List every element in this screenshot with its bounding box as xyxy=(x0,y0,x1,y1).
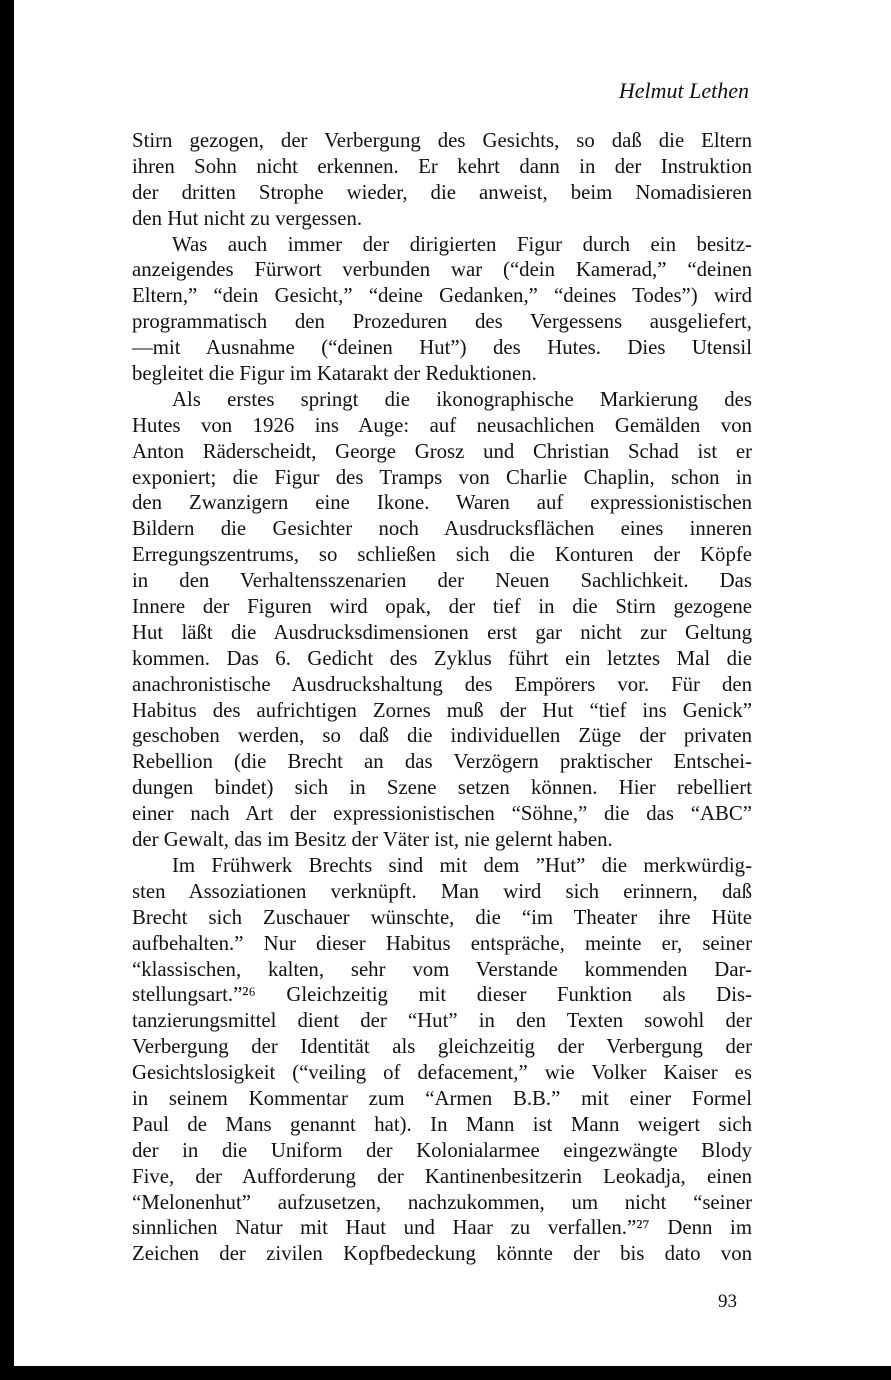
text-line: Gesichtslosigkeit (“veiling of defacement,” wie Volker Kaiser es xyxy=(132,1061,752,1085)
text-line: Was auch immer der dirigierten Figur durch ein besitz- xyxy=(172,232,752,256)
text-line: anachronistische Ausdruckshaltung des Empörers vor. Für den xyxy=(132,672,752,696)
text-line: Als erstes springt die ikonographische Markierung des xyxy=(172,387,752,411)
text-line: Anton Räderscheidt, George Grosz und Christian Schad ist er xyxy=(132,439,752,463)
text-line: exponiert; die Figur des Tramps von Charlie Chaplin, schon in xyxy=(132,465,752,489)
text-line: sinnlichen Natur mit Haut und Haar zu verfallen.”²⁷ Denn im xyxy=(132,1216,752,1240)
text-line: dungen bindet) sich in Szene setzen können. Hier rebelliert xyxy=(132,776,752,800)
text-line: Five, der Aufforderung der Kantinenbesitzerin Leokadja, einen xyxy=(132,1164,752,1188)
text-line: Hut läßt die Ausdrucksdimensionen erst gar nicht zur Geltung xyxy=(132,620,752,644)
text-line: kommen. Das 6. Gedicht des Zyklus führt ein letztes Mal die xyxy=(132,646,752,670)
text-line: Stirn gezogen, der Verbergung des Gesichts, so daß die Eltern xyxy=(132,129,752,152)
running-head: Helmut Lethen xyxy=(618,78,749,103)
text-line: anzeigendes Fürwort verbunden war (“dein Kamerad,” “deinen xyxy=(132,258,752,282)
text-line: den Zwanzigern eine Ikone. Waren auf expressionistischen xyxy=(132,491,752,515)
text-line: “Melonenhut” aufzusetzen, nachzukommen, um nicht “seiner xyxy=(132,1190,752,1214)
text-line: stellungsart.”²⁶ Gleichzeitig mit dieser Funktion als Dis- xyxy=(132,983,752,1007)
text-line: der in die Uniform der Kolonialarmee eingezwängte Blody xyxy=(132,1138,752,1162)
text-line: programmatisch den Prozeduren des Vergessens ausgeliefert, xyxy=(132,310,752,334)
text-line: begleitet die Figur im Katarakt der Reduktionen. xyxy=(132,362,537,386)
text-line: Innere der Figuren wird opak, der tief in die Stirn gezogene xyxy=(132,595,752,619)
text-line: Zeichen der zivilen Kopfbedeckung könnte der bis dato von xyxy=(132,1242,752,1266)
scan-edge-bottom xyxy=(0,1366,891,1380)
text-line: Bildern die Gesichter noch Ausdrucksflächen eines inneren xyxy=(132,517,752,541)
text-line: Paul de Mans genannt hat). In Mann ist Mann weigert sich xyxy=(132,1112,752,1136)
page-number: 93 xyxy=(718,1291,737,1312)
text-line: der Gewalt, das im Besitz der Väter ist, nie gelernt haben. xyxy=(132,828,613,852)
scan-edge-left xyxy=(0,0,14,1380)
text-line: Habitus des aufrichtigen Zornes muß der Hut “tief ins Genick” xyxy=(132,698,752,722)
text-line: Im Frühwerk Brechts sind mit dem ”Hut” die merkwürdig- xyxy=(172,853,752,877)
text-line: Verbergung der Identität als gleichzeitig der Verbergung der xyxy=(132,1035,752,1059)
text-line: geschoben werden, so daß die individuellen Züge der privaten xyxy=(132,724,752,748)
text-line: Hutes von 1926 ins Auge: auf neusachlichen Gemälden von xyxy=(132,413,752,437)
text-line: Erregungszentrums, so schließen sich die Konturen der Köpfe xyxy=(132,543,752,567)
text-line: ihren Sohn nicht erkennen. Er kehrt dann in der Instruktion xyxy=(132,154,752,178)
text-line: den Hut nicht zu vergessen. xyxy=(132,206,363,230)
text-line: tanzierungsmittel dient der “Hut” in den Texten sowohl der xyxy=(132,1009,752,1033)
text-line: sten Assoziationen verknüpft. Man wird sich erinnern, daß xyxy=(132,879,752,903)
text-line: —mit Ausnahme (“deinen Hut”) des Hutes. Dies Utensil xyxy=(132,336,752,360)
text-line: Brecht sich Zuschauer wünschte, die “im Theater ihre Hüte xyxy=(132,905,752,929)
text-line: in den Verhaltensszenarien der Neuen Sachlichkeit. Das xyxy=(132,569,752,593)
text-line: der dritten Strophe wieder, die anweist, beim Nomadisieren xyxy=(132,180,752,204)
text-line: Eltern,” “dein Gesicht,” “deine Gedanken,” “deines Todes”) wird xyxy=(132,284,752,308)
text-line: Rebellion (die Brecht an das Verzögern praktischer Entschei- xyxy=(132,750,752,774)
body-text xyxy=(132,128,752,1267)
text-line: aufbehalten.” Nur dieser Habitus entspräche, meinte er, seiner xyxy=(132,931,752,955)
text-line: “klassischen, kalten, sehr vom Verstande kommenden Dar- xyxy=(132,957,752,981)
text-line: in seinem Kommentar zum “Armen B.B.” mit einer Formel xyxy=(132,1086,752,1110)
text-line: einer nach Art der expressionistischen “Söhne,” die das “ABC” xyxy=(132,802,752,826)
